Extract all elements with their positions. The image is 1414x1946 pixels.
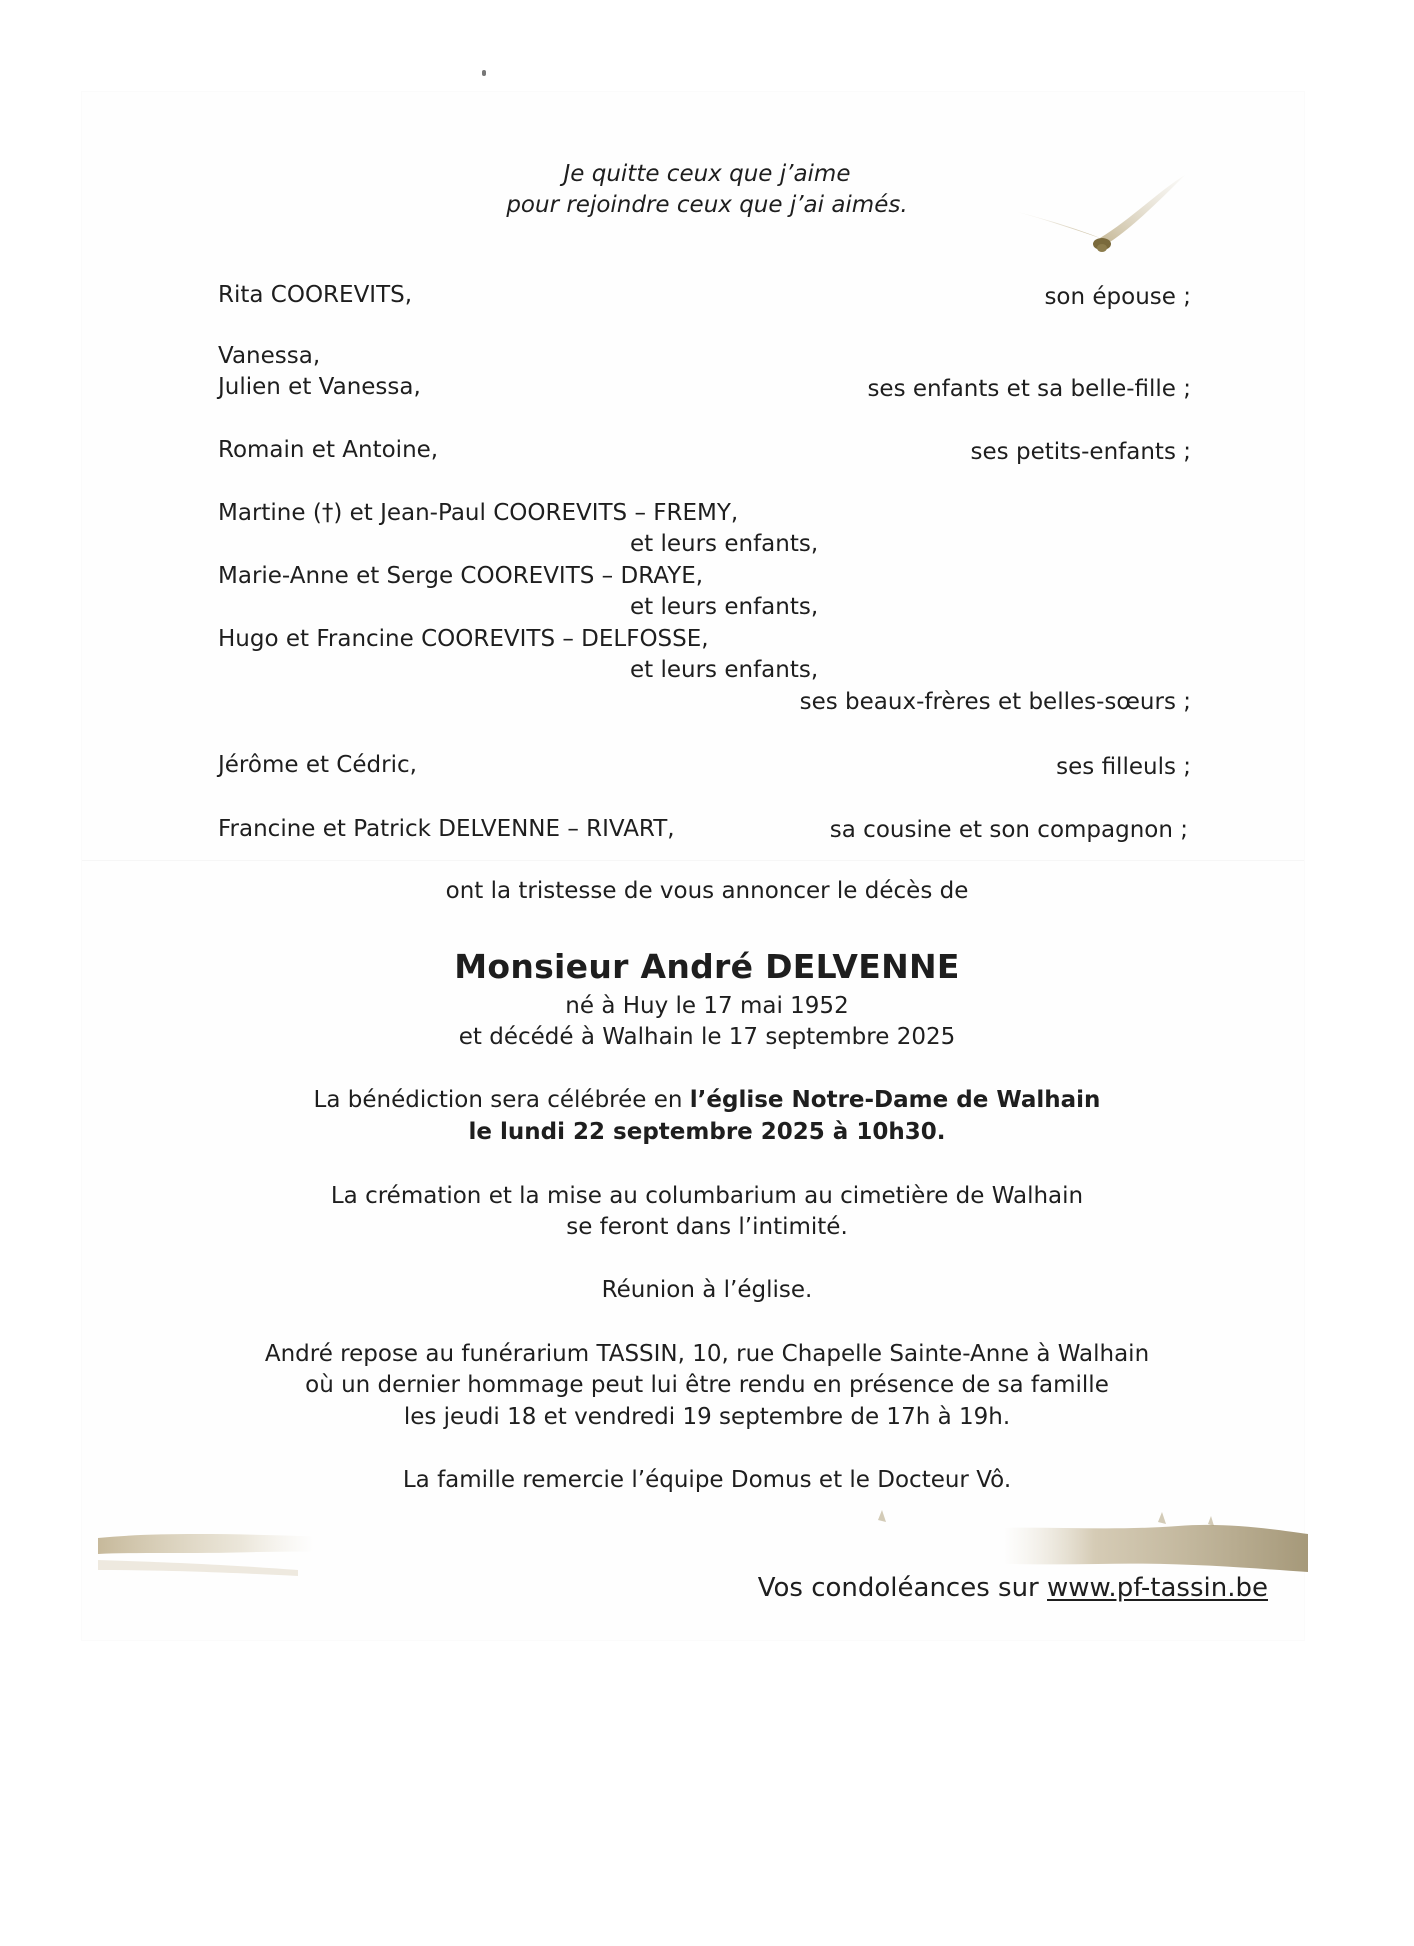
family-name-inlaw-2-children: et leurs enfants, bbox=[630, 594, 819, 620]
condolences-prefix: Vos condoléances sur bbox=[757, 1573, 1048, 1603]
visitation-line-1: André repose au funérarium TASSIN, 10, rue Chapelle Sainte-Anne à Walhain bbox=[264, 1341, 1150, 1367]
family-name-grandchildren: Romain et Antoine, bbox=[218, 437, 439, 463]
condolences-link[interactable]: www.pf-tassin.be bbox=[1047, 1573, 1268, 1603]
family-relation-godchildren: ses filleuls ; bbox=[1056, 754, 1191, 780]
epigraph-line-2: pour rejoindre ceux que j’ai aimés. bbox=[506, 192, 908, 218]
family-relation-spouse: son épouse ; bbox=[1044, 284, 1191, 310]
family-relation-grandchildren: ses petits-enfants ; bbox=[970, 439, 1191, 465]
ceremony-line-1 bbox=[0, 1084, 1414, 1116]
family-relation-cousin: sa cousine et son compagnon ; bbox=[829, 817, 1188, 843]
ceremony-place: l’église Notre-Dame de Walhain bbox=[689, 1087, 1101, 1113]
family-name-inlaw-1-children: et leurs enfants, bbox=[630, 531, 819, 557]
cremation-line-2: se feront dans l’intimité. bbox=[566, 1214, 848, 1240]
family-relation-children: ses enfants et sa belle-fille ; bbox=[867, 376, 1191, 402]
family-name-child-1: Vanessa, bbox=[218, 343, 321, 369]
family-name-cousin: Francine et Patrick DELVENNE – RIVART, bbox=[218, 816, 675, 842]
meeting-text: Réunion à l’église. bbox=[601, 1277, 813, 1303]
ceremony-date: le lundi 22 septembre 2025 à 10h30. bbox=[468, 1119, 946, 1145]
family-name-spouse: Rita COOREVITS, bbox=[218, 282, 413, 308]
fold-line bbox=[82, 860, 1304, 861]
family-name-inlaw-1: Martine (†) et Jean-Paul COOREVITS – FREMY, bbox=[218, 500, 739, 526]
family-name-inlaw-2: Marie-Anne et Serge COOREVITS – DRAYE, bbox=[218, 563, 704, 589]
family-name-inlaw-3-children: et leurs enfants, bbox=[630, 657, 819, 683]
epigraph-line-1: Je quitte ceux que j’aime bbox=[563, 161, 851, 187]
announcement-text: ont la tristesse de vous annoncer le décès de bbox=[445, 878, 969, 904]
condolences-line bbox=[758, 1570, 1268, 1606]
family-name-godchildren: Jérôme et Cédric, bbox=[218, 752, 417, 778]
deceased-birth: né à Huy le 17 mai 1952 bbox=[565, 993, 849, 1019]
ceremony-intro: La bénédiction sera célébrée en bbox=[313, 1087, 690, 1113]
family-name-child-2: Julien et Vanessa, bbox=[218, 374, 421, 400]
deceased-name: Monsieur André DELVENNE bbox=[454, 947, 960, 986]
family-relation-inlaws: ses beaux-frères et belles-sœurs ; bbox=[799, 689, 1191, 715]
deceased-death: et décédé à Walhain le 17 septembre 2025 bbox=[458, 1024, 956, 1050]
thanks-text: La famille remercie l’équipe Domus et le Docteur Vô. bbox=[402, 1467, 1012, 1493]
scan-speck bbox=[482, 70, 486, 76]
cremation-line-1: La crémation et la mise au columbarium au cimetière de Walhain bbox=[330, 1183, 1084, 1209]
visitation-line-2: où un dernier hommage peut lui être rendu en présence de sa famille bbox=[305, 1372, 1109, 1398]
visitation-line-3: les jeudi 18 et vendredi 19 septembre de 17h à 19h. bbox=[403, 1404, 1011, 1430]
family-name-inlaw-3: Hugo et Francine COOREVITS – DELFOSSE, bbox=[218, 626, 709, 652]
